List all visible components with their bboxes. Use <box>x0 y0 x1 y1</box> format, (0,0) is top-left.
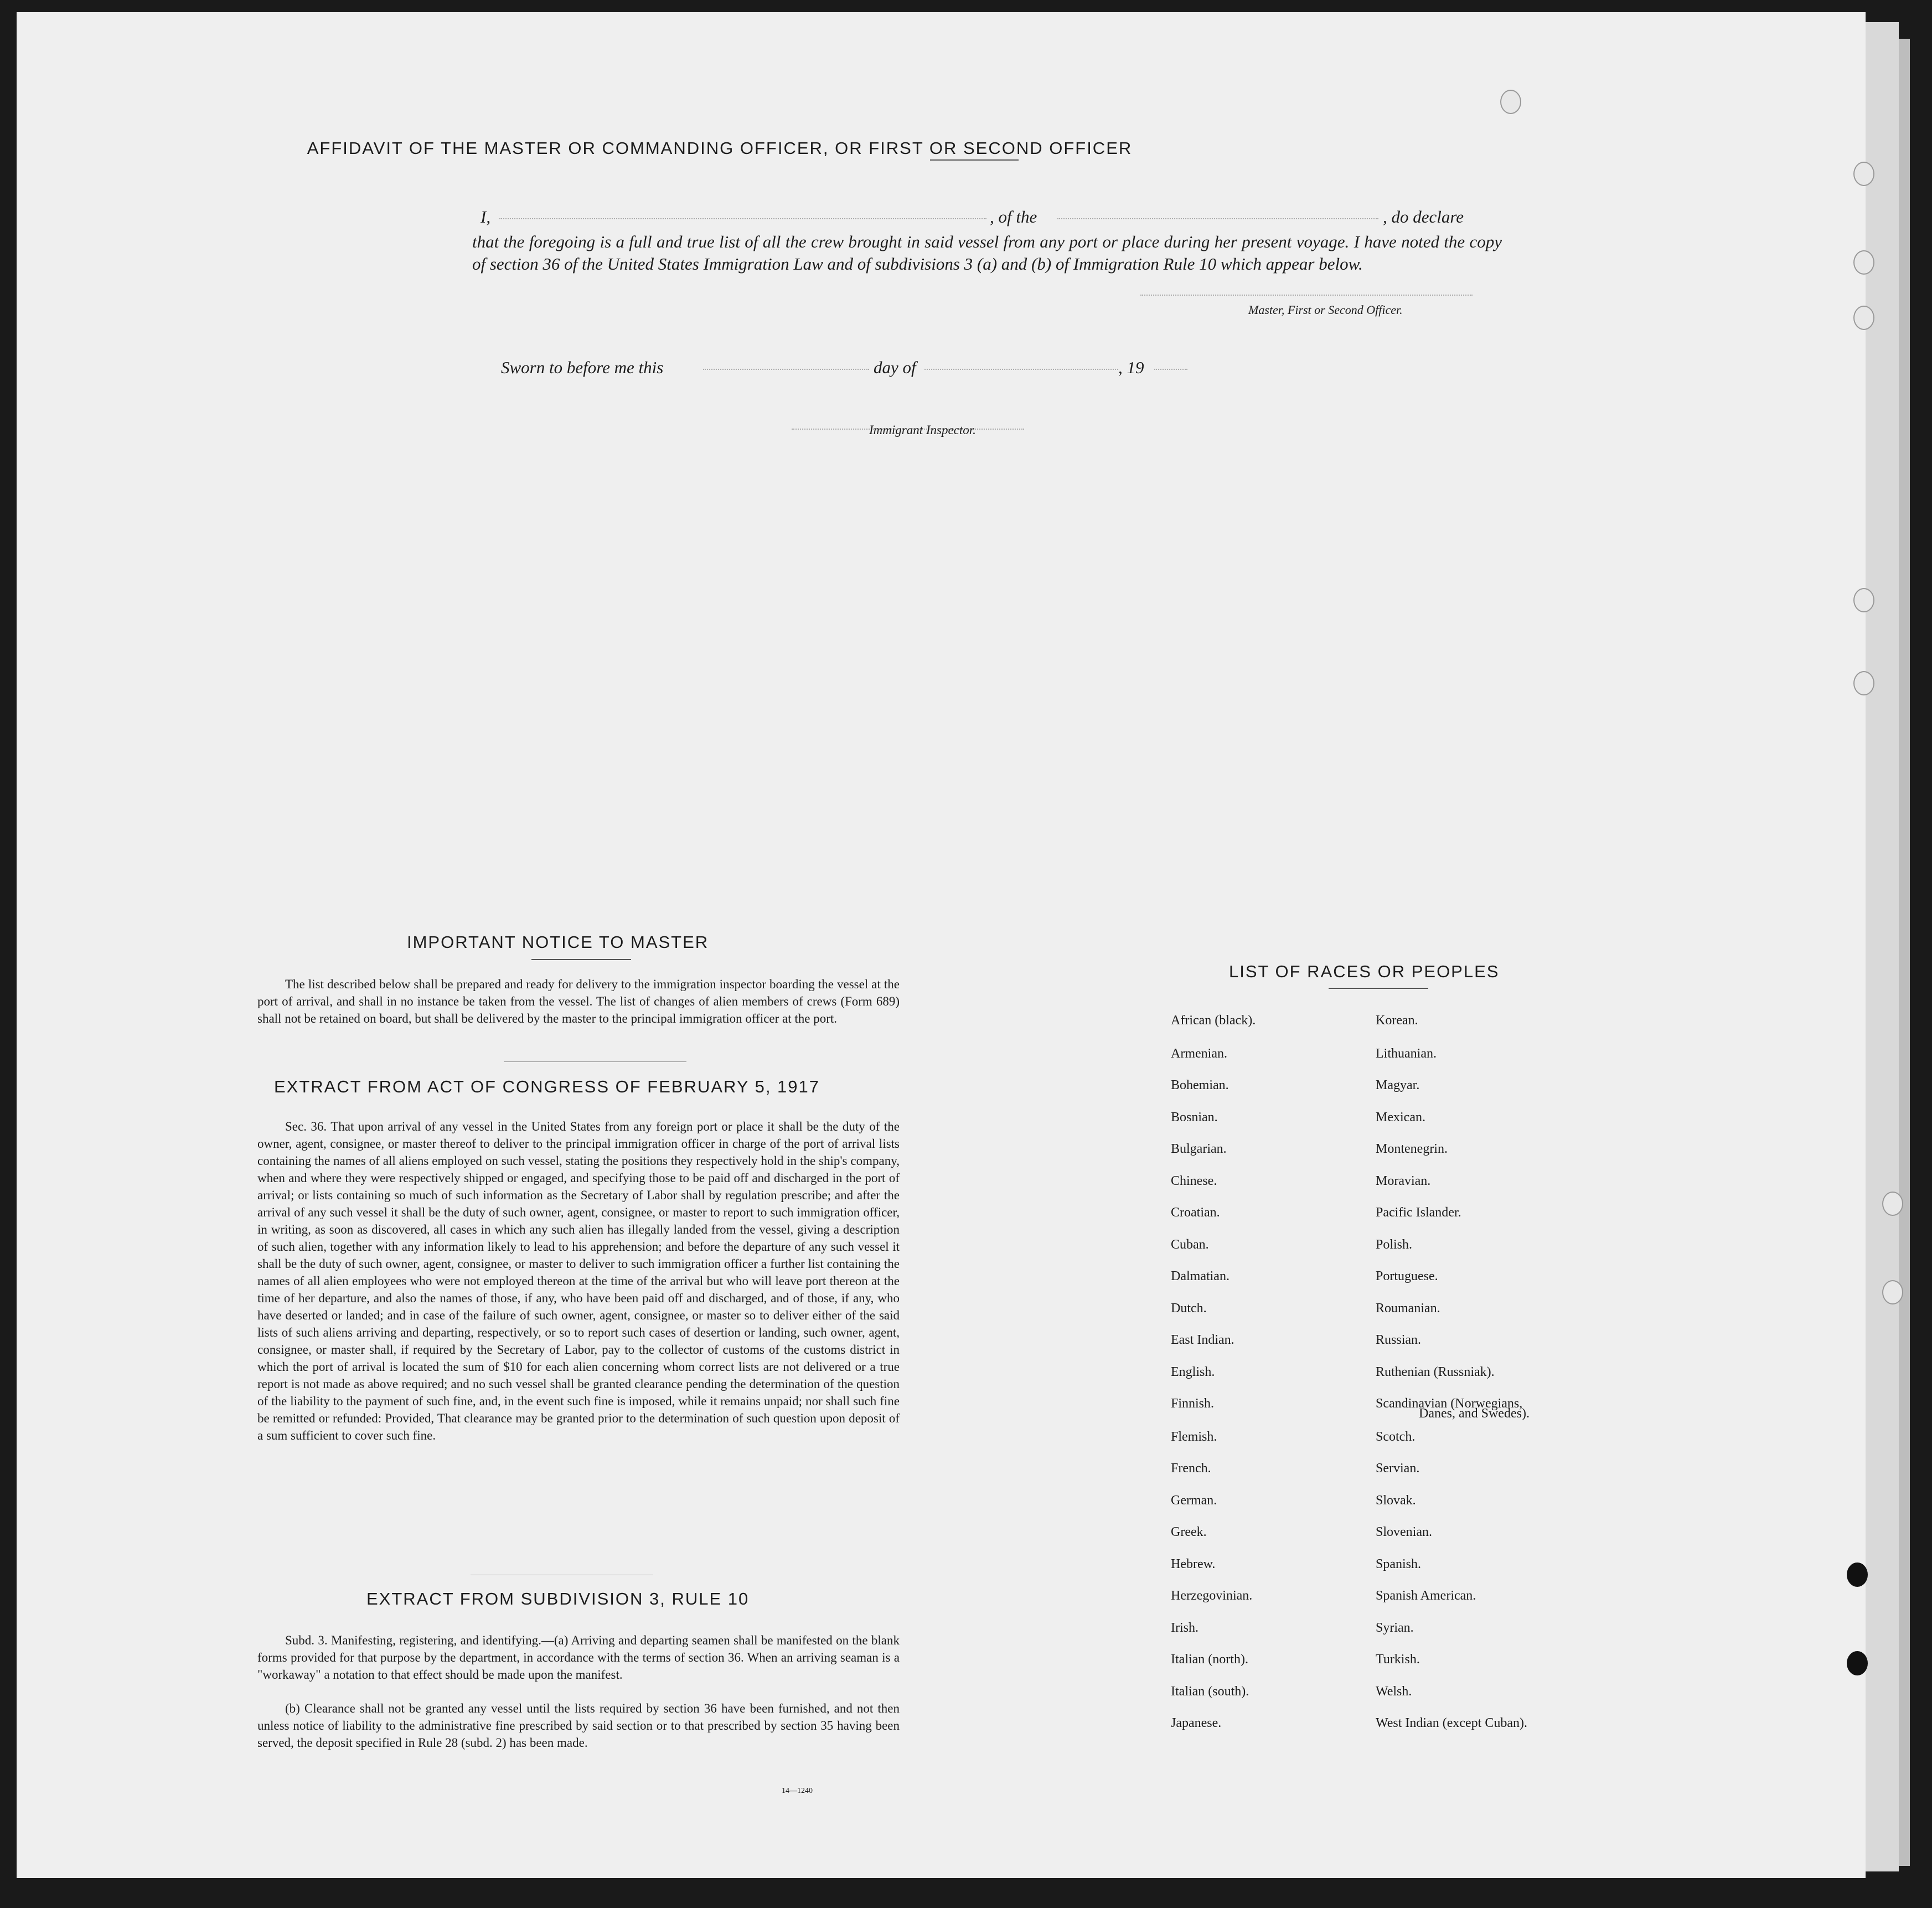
binding-hole <box>1847 1651 1868 1675</box>
race-item: Croatian. <box>1171 1205 1220 1220</box>
race-item: Slovak. <box>1376 1493 1416 1508</box>
affidavit-name-line <box>499 218 986 219</box>
binding-hole <box>1853 250 1874 275</box>
race-item: Spanish. <box>1376 1557 1422 1571</box>
affidavit-title: AFFIDAVIT OF THE MASTER OR COMMANDING OFFICER, OR FIRST OR SECOND OFFICER <box>307 138 1133 158</box>
document-page <box>17 12 1866 1878</box>
act-extract-title: EXTRACT FROM ACT OF CONGRESS OF FEBRUARY 5, 1917 <box>274 1077 820 1096</box>
race-item: Flemish. <box>1171 1430 1217 1444</box>
race-item: Greek. <box>1171 1525 1207 1539</box>
race-item: Bohemian. <box>1171 1078 1229 1092</box>
affidavit-i: I, <box>481 207 491 226</box>
race-item: Dutch. <box>1171 1301 1207 1316</box>
form-number: 14—1240 <box>782 1787 813 1795</box>
sworn-prefix: Sworn to before me this <box>501 358 664 377</box>
race-item: Armenian. <box>1171 1046 1227 1061</box>
race-item: Portuguese. <box>1376 1269 1438 1283</box>
race-item: Ruthenian (Russniak). <box>1376 1365 1495 1379</box>
notice-title-rule <box>531 959 631 960</box>
race-item: Cuban. <box>1171 1237 1209 1252</box>
race-item: Montenegrin. <box>1376 1142 1448 1156</box>
rule-extract-title: EXTRACT FROM SUBDIVISION 3, RULE 10 <box>366 1589 750 1608</box>
race-item: Bosnian. <box>1171 1110 1218 1125</box>
binding-hole <box>1853 306 1874 330</box>
binding-hole <box>1882 1280 1903 1304</box>
sworn-year: , 19 <box>1118 358 1144 377</box>
race-item: Magyar. <box>1376 1078 1420 1092</box>
race-item: Herzegovinian. <box>1171 1589 1253 1603</box>
binding-hole <box>1853 162 1874 186</box>
inspector-label: Immigrant Inspector. <box>869 423 976 437</box>
notice-text: The list described below shall be prepared and ready for delivery to the immigration inspector boarding the vessel at the port of arrival, and shall in no instance be taken from the vessel. The list of changes of alien members of crews (Form 689) shall not be retained on board, but shall be delivered by the master to the principal immigration officer at the port. <box>257 977 900 1025</box>
rule-extract-para-a: Subd. 3. Manifesting, registering, and identifying.—(a) Arriving and departing seamen shall be manifested on the blank forms provided for that purpose by the department, in accordance with the terms of section 36. When an arriving seaman is a "workaway" a notation to that effect should be made upon the manifest. <box>257 1633 900 1682</box>
race-item: Russian. <box>1376 1333 1422 1347</box>
race-item: Finnish. <box>1171 1396 1215 1411</box>
race-item: West Indian (except Cuban). <box>1376 1716 1527 1730</box>
sworn-day-line <box>703 369 869 370</box>
race-item: Spanish American. <box>1376 1589 1476 1603</box>
race-item: English. <box>1171 1365 1215 1379</box>
binding-hole <box>1853 671 1874 695</box>
page-edge-stack-back <box>1899 39 1910 1866</box>
binding-hole <box>1853 588 1874 612</box>
race-item: Italian (north). <box>1171 1652 1248 1667</box>
race-item: Mexican. <box>1376 1110 1425 1125</box>
race-item: Syrian. <box>1376 1621 1414 1635</box>
race-item: Scotch. <box>1376 1430 1416 1444</box>
race-item: East Indian. <box>1171 1333 1234 1347</box>
race-item: Moravian. <box>1376 1174 1431 1188</box>
binding-hole <box>1500 90 1521 114</box>
sworn-month-line <box>924 369 1118 370</box>
races-title-rule <box>1329 988 1428 989</box>
notice-divider <box>504 1061 686 1062</box>
race-item: Roumanian. <box>1376 1301 1440 1316</box>
race-item: Lithuanian. <box>1376 1046 1437 1061</box>
rule-extract-para-b: (b) Clearance shall not be granted any vessel until the lists required by section 36 have been furnished, and not then unless notice of liability to the administrative fine prescribed by said section or to that prescribed by section 35 having been served, the deposit specified in Rule 28 (subd. 2) has been made. <box>257 1701 900 1750</box>
race-item: Turkish. <box>1376 1652 1420 1667</box>
race-item: Polish. <box>1376 1237 1413 1252</box>
affidavit-title-rule <box>930 159 1019 161</box>
race-item: French. <box>1171 1461 1211 1476</box>
sworn-year-line <box>1154 369 1187 370</box>
race-item: Chinese. <box>1171 1174 1217 1188</box>
race-item: Italian (south). <box>1171 1684 1249 1699</box>
binding-hole <box>1882 1192 1903 1216</box>
binding-hole <box>1847 1563 1868 1587</box>
race-item: Scandinavian (Norwegians, <box>1376 1396 1523 1411</box>
races-title: LIST OF RACES OR PEOPLES <box>1229 962 1500 981</box>
affidavit-body: that the foregoing is a full and true list of all the crew brought in said vessel from any port or place during her present voyage. I have noted the copy of section 36 of the United States Immigration Law and of subdivisions 3 (a) and (b) of Immigration Rule 10 which appear below. <box>472 232 1502 274</box>
sworn-day-of: day of <box>874 358 916 377</box>
race-item: Slovenian. <box>1376 1525 1432 1539</box>
race-item: Pacific Islander. <box>1376 1205 1461 1220</box>
notice-title: IMPORTANT NOTICE TO MASTER <box>407 932 709 952</box>
race-item: Japanese. <box>1171 1716 1222 1730</box>
signature-label: Master, First or Second Officer. <box>1248 303 1403 317</box>
race-item: German. <box>1171 1493 1217 1508</box>
page-edge-stack <box>1866 22 1899 1871</box>
race-right-continuation: Danes, and Swedes). <box>1419 1406 1530 1421</box>
affidavit-vessel-line <box>1057 218 1378 219</box>
race-item: Welsh. <box>1376 1684 1412 1699</box>
act-extract-text: Sec. 36. That upon arrival of any vessel in the United States from any foreign port or place it shall be the duty of the owner, agent, consignee, or master thereof to deliver to the principal immigration officer in charge of the port of arrival lists containing the names of all aliens employed on such vessel, stating the positions they respectively hold in the ship's company, when and where they were respectively shipped or engaged, and specifying those to be paid off and discharged in the port of arrival; or lists containing so much of such information as the Secretary of Labor shall by regulation prescribe; and after the arrival of any such vessel it shall be the duty of such owner, agent, consignee, or master to report to such immigration officer, in writing, as soon as discovered, all cases in which any such alien has illegally landed from the vessel, giving a description of such alien, together with any information likely to lead to his apprehension; and before the departure of any such vessel it shall be the duty of such owner, agent, consignee, or master to deliver to such immigration officer a further list containing the names of all alien employees who were not employed thereon at the time of the arrival but who will leave port thereon at the time of her departure, and also the names of those, if any, who have been paid off and discharged, and of those, if any, who have deserted or landed; and in case of the failure of such owner, agent, consignee, or master so to deliver either of the said lists of such aliens arriving and departing, respectively, or so to report such cases of desertion or landing, such owner, agent, consignee, or master shall, if required by the Secretary of Labor, pay to the collector of customs of the customs district in which the port of arrival is located the sum of $10 for each alien concerning whom correct lists are not delivered or a true report is not made as above required; and no such vessel shall be granted clearance pending the determination of the question of the liability to the payment of such fine, and, in the event such fine is imposed, while it remains unpaid; nor shall such fine be remitted or refunded: Provided, That clearance may be granted prior to the determination of such question upon deposit of a sum sufficient to cover such fine. <box>257 1120 900 1442</box>
signature-line <box>1140 295 1473 296</box>
race-item: African (black). <box>1171 1013 1256 1028</box>
race-item: Hebrew. <box>1171 1557 1216 1571</box>
race-item: Korean. <box>1376 1013 1418 1028</box>
race-item: Servian. <box>1376 1461 1420 1476</box>
affidavit-declare: , do declare <box>1383 207 1464 226</box>
race-item: Irish. <box>1171 1621 1199 1635</box>
race-item: Bulgarian. <box>1171 1142 1227 1156</box>
race-item: Dalmatian. <box>1171 1269 1230 1283</box>
affidavit-of-the: , of the <box>990 207 1037 226</box>
